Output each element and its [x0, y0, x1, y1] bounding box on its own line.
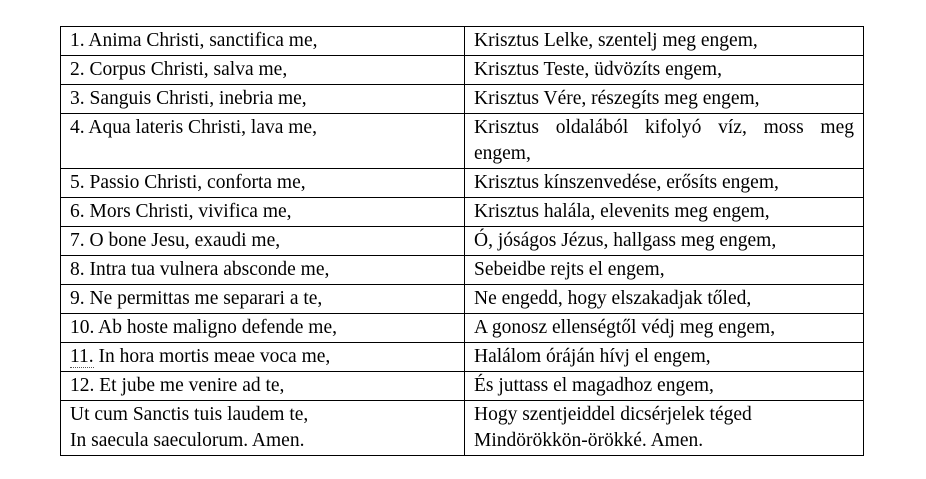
table-row [61, 169, 864, 198]
latin-line: Ut cum Sanctis tuis laudem te, [70, 404, 309, 425]
hungarian-cell: Krisztus Vére, részegíts meg engem, [465, 85, 864, 114]
hungarian-cell: Krisztus halála, elevenits meg engem, [465, 198, 864, 227]
latin-cell: 2. Corpus Christi, salva me, [61, 56, 465, 85]
hungarian-cell: Krisztus oldalából kifolyó víz, moss meg engem, [465, 114, 864, 169]
latin-line: In saecula saeculorum. Amen. [70, 430, 305, 451]
table-row [61, 314, 864, 343]
line-number: 11. [70, 346, 94, 367]
latin-text: In hora mortis meae voca me, [93, 346, 331, 367]
latin-cell: 4. Aqua lateris Christi, lava me, [61, 114, 465, 169]
latin-cell: 3. Sanguis Christi, inebria me, [61, 85, 465, 114]
latin-cell: 7. O bone Jesu, exaudi me, [61, 227, 465, 256]
table-row [61, 56, 864, 85]
hungarian-line: Mindörökkön-örökké. Amen. [474, 430, 704, 451]
hungarian-cell: Ó, jóságos Jézus, hallgass meg engem, [465, 227, 864, 256]
table-row [61, 343, 864, 372]
hungarian-cell: Sebeidbe rejts el engem, [465, 256, 864, 285]
prayer-table [60, 26, 864, 456]
hungarian-cell: Halálom óráján hívj el engem, [465, 343, 864, 372]
table-row [61, 27, 864, 56]
latin-cell [61, 401, 465, 456]
hungarian-cell: Krisztus kínszenvedése, erősíts engem, [465, 169, 864, 198]
latin-cell: 12. Et jube me venire ad te, [61, 372, 465, 401]
latin-cell [61, 343, 465, 372]
latin-cell: 6. Mors Christi, vivifica me, [61, 198, 465, 227]
hungarian-cell: És juttass el magadhoz engem, [465, 372, 864, 401]
hungarian-cell: Krisztus Lelke, szentelj meg engem, [465, 27, 864, 56]
latin-cell: 10. Ab hoste maligno defende me, [61, 314, 465, 343]
hungarian-cell: Ne engedd, hogy elszakadjak tőled, [465, 285, 864, 314]
hungarian-cell: A gonosz ellenségtől védj meg engem, [465, 314, 864, 343]
table-row [61, 256, 864, 285]
latin-cell: 9. Ne permittas me separari a te, [61, 285, 465, 314]
table-row [61, 114, 864, 169]
latin-cell: 1. Anima Christi, sanctifica me, [61, 27, 465, 56]
table-row [61, 227, 864, 256]
table-row [61, 401, 864, 456]
latin-cell: 8. Intra tua vulnera absconde me, [61, 256, 465, 285]
latin-cell: 5. Passio Christi, conforta me, [61, 169, 465, 198]
hungarian-cell [465, 401, 864, 456]
table-row [61, 85, 864, 114]
hungarian-cell: Krisztus Teste, üdvözíts engem, [465, 56, 864, 85]
hungarian-line: Hogy szentjeiddel dicsérjelek téged [474, 404, 752, 425]
table-row [61, 285, 864, 314]
table-row [61, 198, 864, 227]
table-row [61, 372, 864, 401]
